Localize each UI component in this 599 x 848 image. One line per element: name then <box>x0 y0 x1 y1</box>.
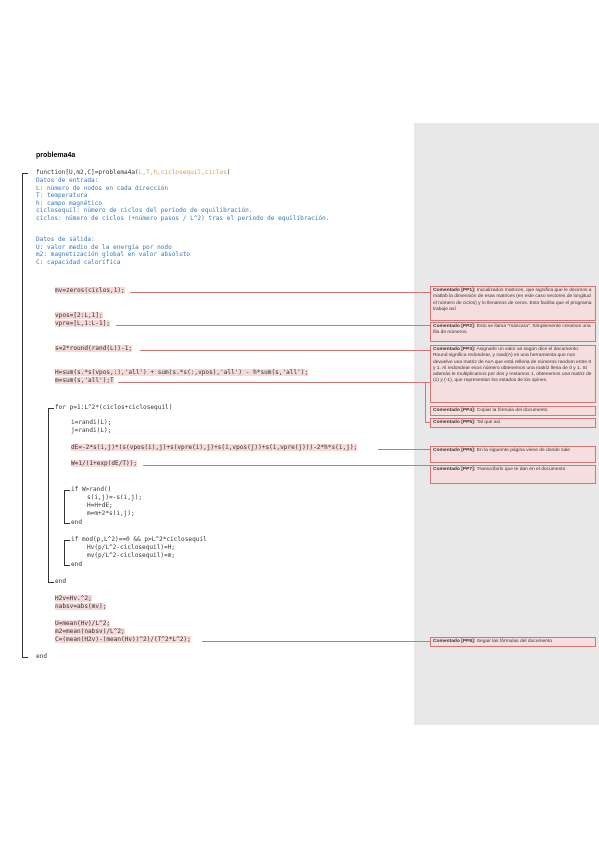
code-line-vpre: vpre=[L,1:L-1]; <box>55 320 111 327</box>
code-line-mv: mv=zeros(ciclos,1); <box>55 287 125 294</box>
code-line-flip: s(i,j)=-s(i,j); <box>87 494 143 501</box>
comment-pp5[interactable]: Comentado [PP5]: Tal que así <box>430 418 596 428</box>
code-line-if1: if W>rand() <box>71 486 112 493</box>
comment-connector-3 <box>140 350 430 351</box>
code-line-dE: dE=-2*s(i,j)*(s(vpos(i),j)+s(vpre(i),j)+s(i,vpos(j))+s(i,vpre(j)))-2*h*s(i,j); <box>71 444 358 451</box>
comment-pp3[interactable]: Comentado [PP3]: Asignarle un valor as según dice el documento. Round significa redondear, y rand(A) es una herramienta que nos devuelve una matriz de AxA que está rellena de números random entre 0 y 1. Al redondear esos número obtenemos una matriz llena de 0 y 1. Si además le multiplicamos por dos y restamos 1, obtenemos una matriz de (1) y (-1), que representan los estados de los spines. <box>430 345 596 403</box>
code-line-mv-assign: mv(p/L^2-ciclosequil)=m; <box>87 552 176 559</box>
code-line-W: W=1/(1+exp(dE/T)); <box>71 460 138 467</box>
code-line-end-if1: end <box>71 519 83 526</box>
comment-connector-5-v <box>425 382 426 422</box>
function-signature: function[U,m2,C]=problema4a(L,T,h,ciclosequil,ciclos) <box>36 169 231 176</box>
output-doc-block: Datos de salida: U: valor medio de la energía por nodo m2: magnetización global en valor absoluto C: capacidad calorífica <box>36 236 191 266</box>
comment-connector-1 <box>130 292 430 293</box>
code-line-mupd: m=m+2*s(i,j); <box>87 510 135 517</box>
for-bracket-bottom <box>48 582 54 583</box>
for-bracket <box>48 408 49 582</box>
code-line-m: m=sum(s,'all');T <box>55 377 114 384</box>
comment-pp8[interactable]: Comentado [PP8]: Seguir las fórmulas del documento <box>430 637 596 647</box>
code-line-end-if2: end <box>71 561 83 568</box>
code-line-s: s=2*round(rand(L))-1; <box>55 345 133 352</box>
code-line-nabsv: nabsv=abs(mv); <box>55 603 107 610</box>
code-line-i: i=randi(L); <box>71 419 112 426</box>
function-bracket <box>22 173 23 657</box>
code-line-H: H=sum(s.*s(vpos,:),'all') + sum(s.*s(:,vpos),'all') - h*sum(s,'all'); <box>55 369 309 376</box>
document-title: problema4a <box>36 152 76 159</box>
code-line-vpos: vpos=[2:L,1]; <box>55 312 103 319</box>
code-line-for: for p=1:L^2*(ciclos+ciclosequil) <box>55 404 173 411</box>
function-bracket-bottom <box>22 657 28 658</box>
code-line-end-function: end <box>36 653 48 660</box>
code-line-m2: m2=mean(nabsv)/L^2; <box>55 628 125 635</box>
code-line-U: U=mean(Hv)/L^2; <box>55 620 111 627</box>
comment-pp7[interactable]: Comentado [PP7]: Transcribirlo que te dan en el documento <box>430 465 596 484</box>
code-line-if2: if mod(p,L^2)==0 && p>L^2*ciclosequil <box>71 536 207 543</box>
comment-pp4[interactable]: Comentado [PP4]: Copiar la fórmula del documento <box>430 406 596 416</box>
comment-connector-8 <box>202 641 430 642</box>
code-line-C: C=(mean(H2v)-(mean(Hv))^2)/(T^2*L^2); <box>55 636 191 643</box>
if2-bracket <box>64 540 65 565</box>
if2-bracket-bottom <box>64 565 70 566</box>
comment-connector-6 <box>378 449 430 450</box>
if1-bracket-bottom <box>64 523 70 524</box>
input-doc-block: Datos de entrada: L: número de nodos en cada dirección T: temperatura h: campo magnético ciclosequil: número de ciclos del periodo de equilibración. ciclos: número de ciclos (+número pasos / L^2) tras el periodo de equilibración. <box>36 177 330 222</box>
code-line-H2v: H2v=Hv.^2; <box>55 595 92 602</box>
comment-connector-2 <box>116 325 430 326</box>
comment-connector-7 <box>143 465 430 466</box>
comment-connector-4 <box>118 382 430 383</box>
code-line-end-for: end <box>55 578 67 585</box>
if1-bracket <box>64 490 65 523</box>
comment-pp6[interactable]: Comentado [PP6]: En la siguiente página viene de donde sale <box>430 446 596 463</box>
code-line-Hv: Hv(p/L^2-ciclosequil)=H; <box>87 544 176 551</box>
code-line-Hupd: H=H+dE; <box>87 502 113 509</box>
code-line-j: j=randi(L); <box>71 427 112 434</box>
comment-pp2[interactable]: Comentado [PP2]: Esto se llama "máscara". Simplemente creamos una fila de números. <box>430 322 596 342</box>
comment-pp1[interactable]: Comentado [PP1]: Inicializados matrices, que significa que le decimos a matlab la dimensión de esas matrices (en este caso vectores de longitud el número de ciclos) y lo llenamos de ceros. Esto facilita que el programa trabaje así <box>430 286 596 321</box>
